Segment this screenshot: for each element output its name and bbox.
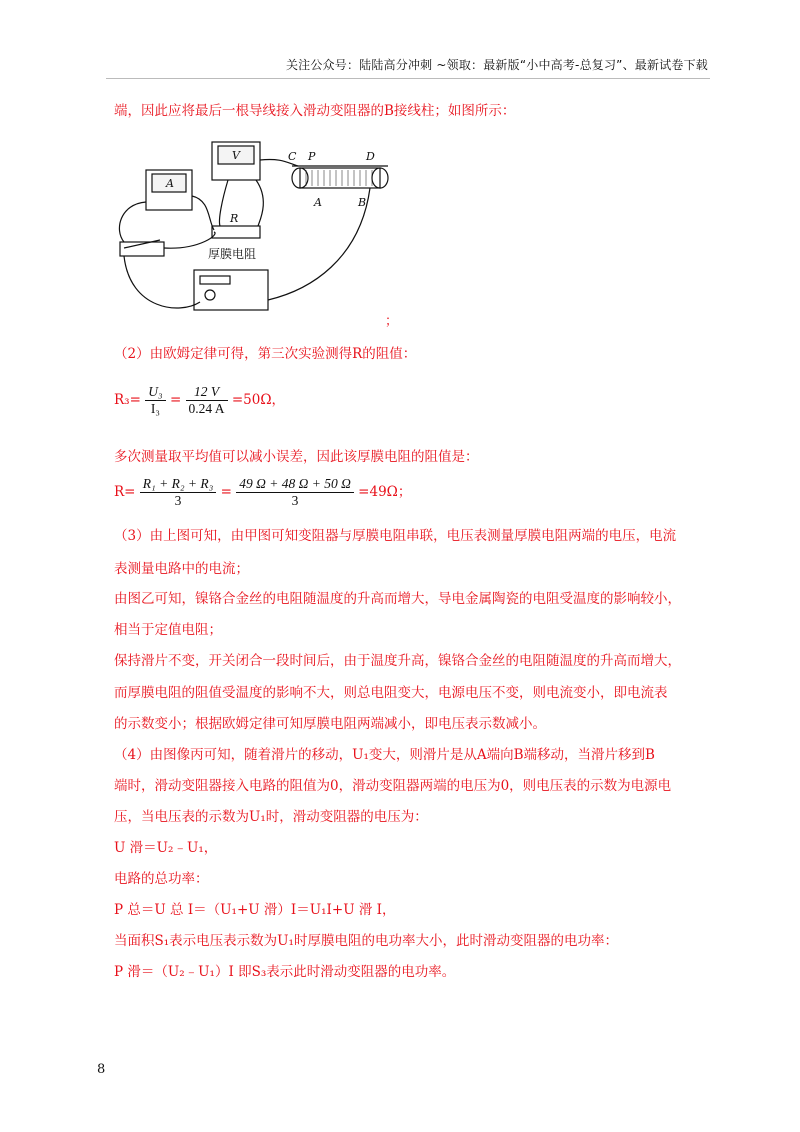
section-4-line-7: 当面积S₁表示电压表示数为U₁时厚膜电阻的电功率大小，此时滑动变阻器的电功率：: [114, 933, 618, 949]
voltmeter-label: V: [232, 149, 240, 162]
page-header: 关注公众号：陆陆高分冲刺 ~领取：最新版“小中高考-总复习”、最新试卷下载: [285, 58, 708, 72]
section-4-line-6: P 总＝U 总 I＝（U₁+U 滑）I＝U₁I+U 滑 I，: [114, 902, 396, 918]
section-3-line-2: 表测量电路中的电流；: [114, 561, 249, 577]
section-4-line-3: 压，当电压表的示数为U₁时，滑动变阻器的电压为：: [114, 809, 428, 825]
equation-r: R= $\frac{\text{R₁ + R₂ + R₃}}{3}$ = $\frac{49 \Omega + 48 \Omega + 50 \Omega}{3}$ =49Ω；: [114, 476, 412, 508]
resistor-label: R: [230, 212, 239, 225]
section-4-line-8: P 滑＝（U₂﹣U₁）I 即S₃表示此时滑动变阻器的电功率。: [114, 964, 456, 980]
section-3-line-1: （3）由上图可知，由甲图可知变阻器与厚膜电阻串联，电压表测量厚膜电阻两端的电压，电流: [114, 528, 677, 544]
circuit-figure: [110, 140, 400, 320]
section-4-line-2: 端时，滑动变阻器接入电路的阻值为0，滑动变阻器两端的电压为0，则电压表的示数为电源电: [114, 778, 672, 794]
section-2-intro: （2）由欧姆定律可得，第三次实验测得R的阻值：: [114, 346, 417, 362]
header-divider: [106, 78, 710, 79]
section-3-line-4: 相当于定值电阻；: [114, 622, 222, 638]
section-4-line-1: （4）由图像丙可知，随着滑片的移动，U₁变大，则滑片是从A端向B端移动，当滑片移到B: [114, 747, 655, 763]
label-a: A: [314, 196, 322, 209]
ammeter-label: A: [166, 177, 174, 190]
film-resistor-label: 厚膜电阻: [208, 247, 257, 261]
text-line-1: 端，因此应将最后一根导线接入滑动变阻器的B接线柱；如图所示：: [114, 103, 516, 119]
section-3-line-5: 保持滑片不变，开关闭合一段时间后，由于温度升高，镍铬合金丝的电阻随温度的升高而增大，: [114, 653, 681, 669]
label-p: P: [308, 150, 316, 163]
equation-r3: R₃= $\frac{\text{U₃}}{\text{I₃}}$ = $\frac{12 V}{0.24 A}$ =50Ω，: [114, 384, 286, 416]
section-3-line-6: 而厚膜电阻的阻值受温度的影响不大，则总电阻变大，电源电压不变，则电流变小，即电流表: [114, 685, 668, 701]
figure-tail: ；: [385, 314, 399, 329]
section-3-line-3: 由图乙可知，镍铬合金丝的电阻随温度的升高而增大，导电金属陶瓷的电阻受温度的影响较小，: [114, 591, 681, 607]
page-number: 8: [97, 1062, 106, 1077]
label-b: B: [358, 196, 367, 209]
average-text: 多次测量取平均值可以减小误差，因此该厚膜电阻的阻值是：: [114, 449, 479, 465]
section-4-line-5: 电路的总功率：: [114, 871, 209, 887]
label-d: D: [366, 150, 375, 163]
label-c: C: [288, 150, 297, 163]
section-3-line-7: 的示数变小；根据欧姆定律可知厚膜电阻两端减小，即电压表示数减小。: [114, 716, 546, 732]
section-4-line-4: U 滑＝U₂﹣U₁，: [114, 840, 218, 856]
